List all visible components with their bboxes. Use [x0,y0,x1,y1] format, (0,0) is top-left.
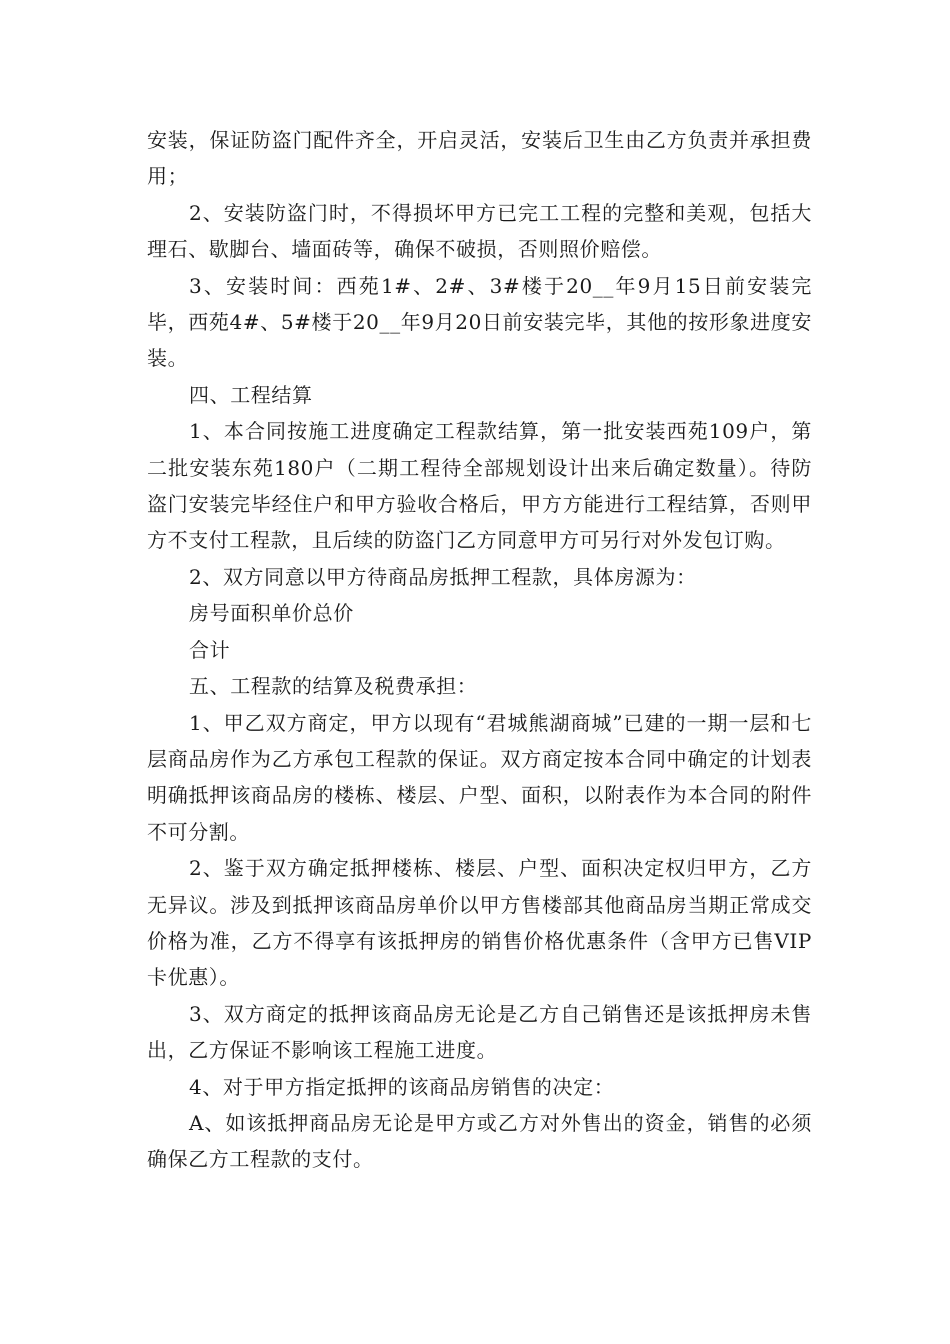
paragraph-payment-1: 1、甲乙双方商定，甲方以现有“君城熊湖商城”已建的一期一层和七层商品房作为乙方承包工程款的保证。双方商定按本合同中确定的计划表明确抵押该商品房的楼栋、楼层、户型、面积，以附表作为本合同的附件不可分割。 [147,710,812,844]
paragraph-payment-4: 4、对于甲方指定抵押的该商品房销售的决定： [189,1074,615,1099]
paragraph-continuation: 安装，保证防盗门配件齐全，开启灵活，安装后卫生由乙方负责并承担费用； [147,128,812,189]
table-total-line: 合计 [189,637,231,662]
paragraph-settlement-1: 1、本合同按施工进度确定工程款结算，第一批安装西苑109户，第二批安装东苑180户（二期工程待全部规划设计出来后确定数量）。待防盗门安装完毕经住户和甲方验收合格后，甲方方能进行工程结算，否则甲方不支付工程款，且后续的防盗门乙方同意甲方可另行对外发包订购。 [147,419,812,553]
section-heading-settlement: 四、工程结算 [189,382,313,407]
paragraph-payment-3: 3、双方商定的抵押该商品房无论是乙方自己销售还是该抵押房未售出，乙方保证不影响该工程施工进度。 [147,1001,812,1063]
table-header-line: 房号面积单价总价 [189,601,354,626]
paragraph-clause-3-schedule: 3、安装时间：西苑1#、2#、3#楼于20__年9月15日前安装完毕，西苑4#、5#楼于20__年9月20日前安装完毕，其他的按形象进度安装。 [147,273,812,371]
document-body [147,122,812,1178]
paragraph-clause-2-install: 2、安装防盗门时，不得损坏甲方已完工工程的完整和美观，包括大理石、歇脚台、墙面砖等，确保不破损，否则照价赔偿。 [147,200,812,262]
section-heading-payment-tax: 五、工程款的结算及税费承担： [189,674,478,699]
paragraph-payment-2: 2、鉴于双方确定抵押楼栋、楼层、户型、面积决定权归甲方，乙方无异议。涉及到抵押该商品房单价以甲方售楼部其他商品房当期正常成交价格为准，乙方不得享有该抵押房的销售价格优惠条件（含甲方已售VIP卡优惠）。 [147,856,812,990]
paragraph-settlement-2: 2、双方同意以甲方待商品房抵押工程款，具体房源为： [189,564,697,589]
paragraph-payment-4a: A、如该抵押商品房无论是甲方或乙方对外售出的资金，销售的必须确保乙方工程款的支付。 [147,1110,812,1172]
